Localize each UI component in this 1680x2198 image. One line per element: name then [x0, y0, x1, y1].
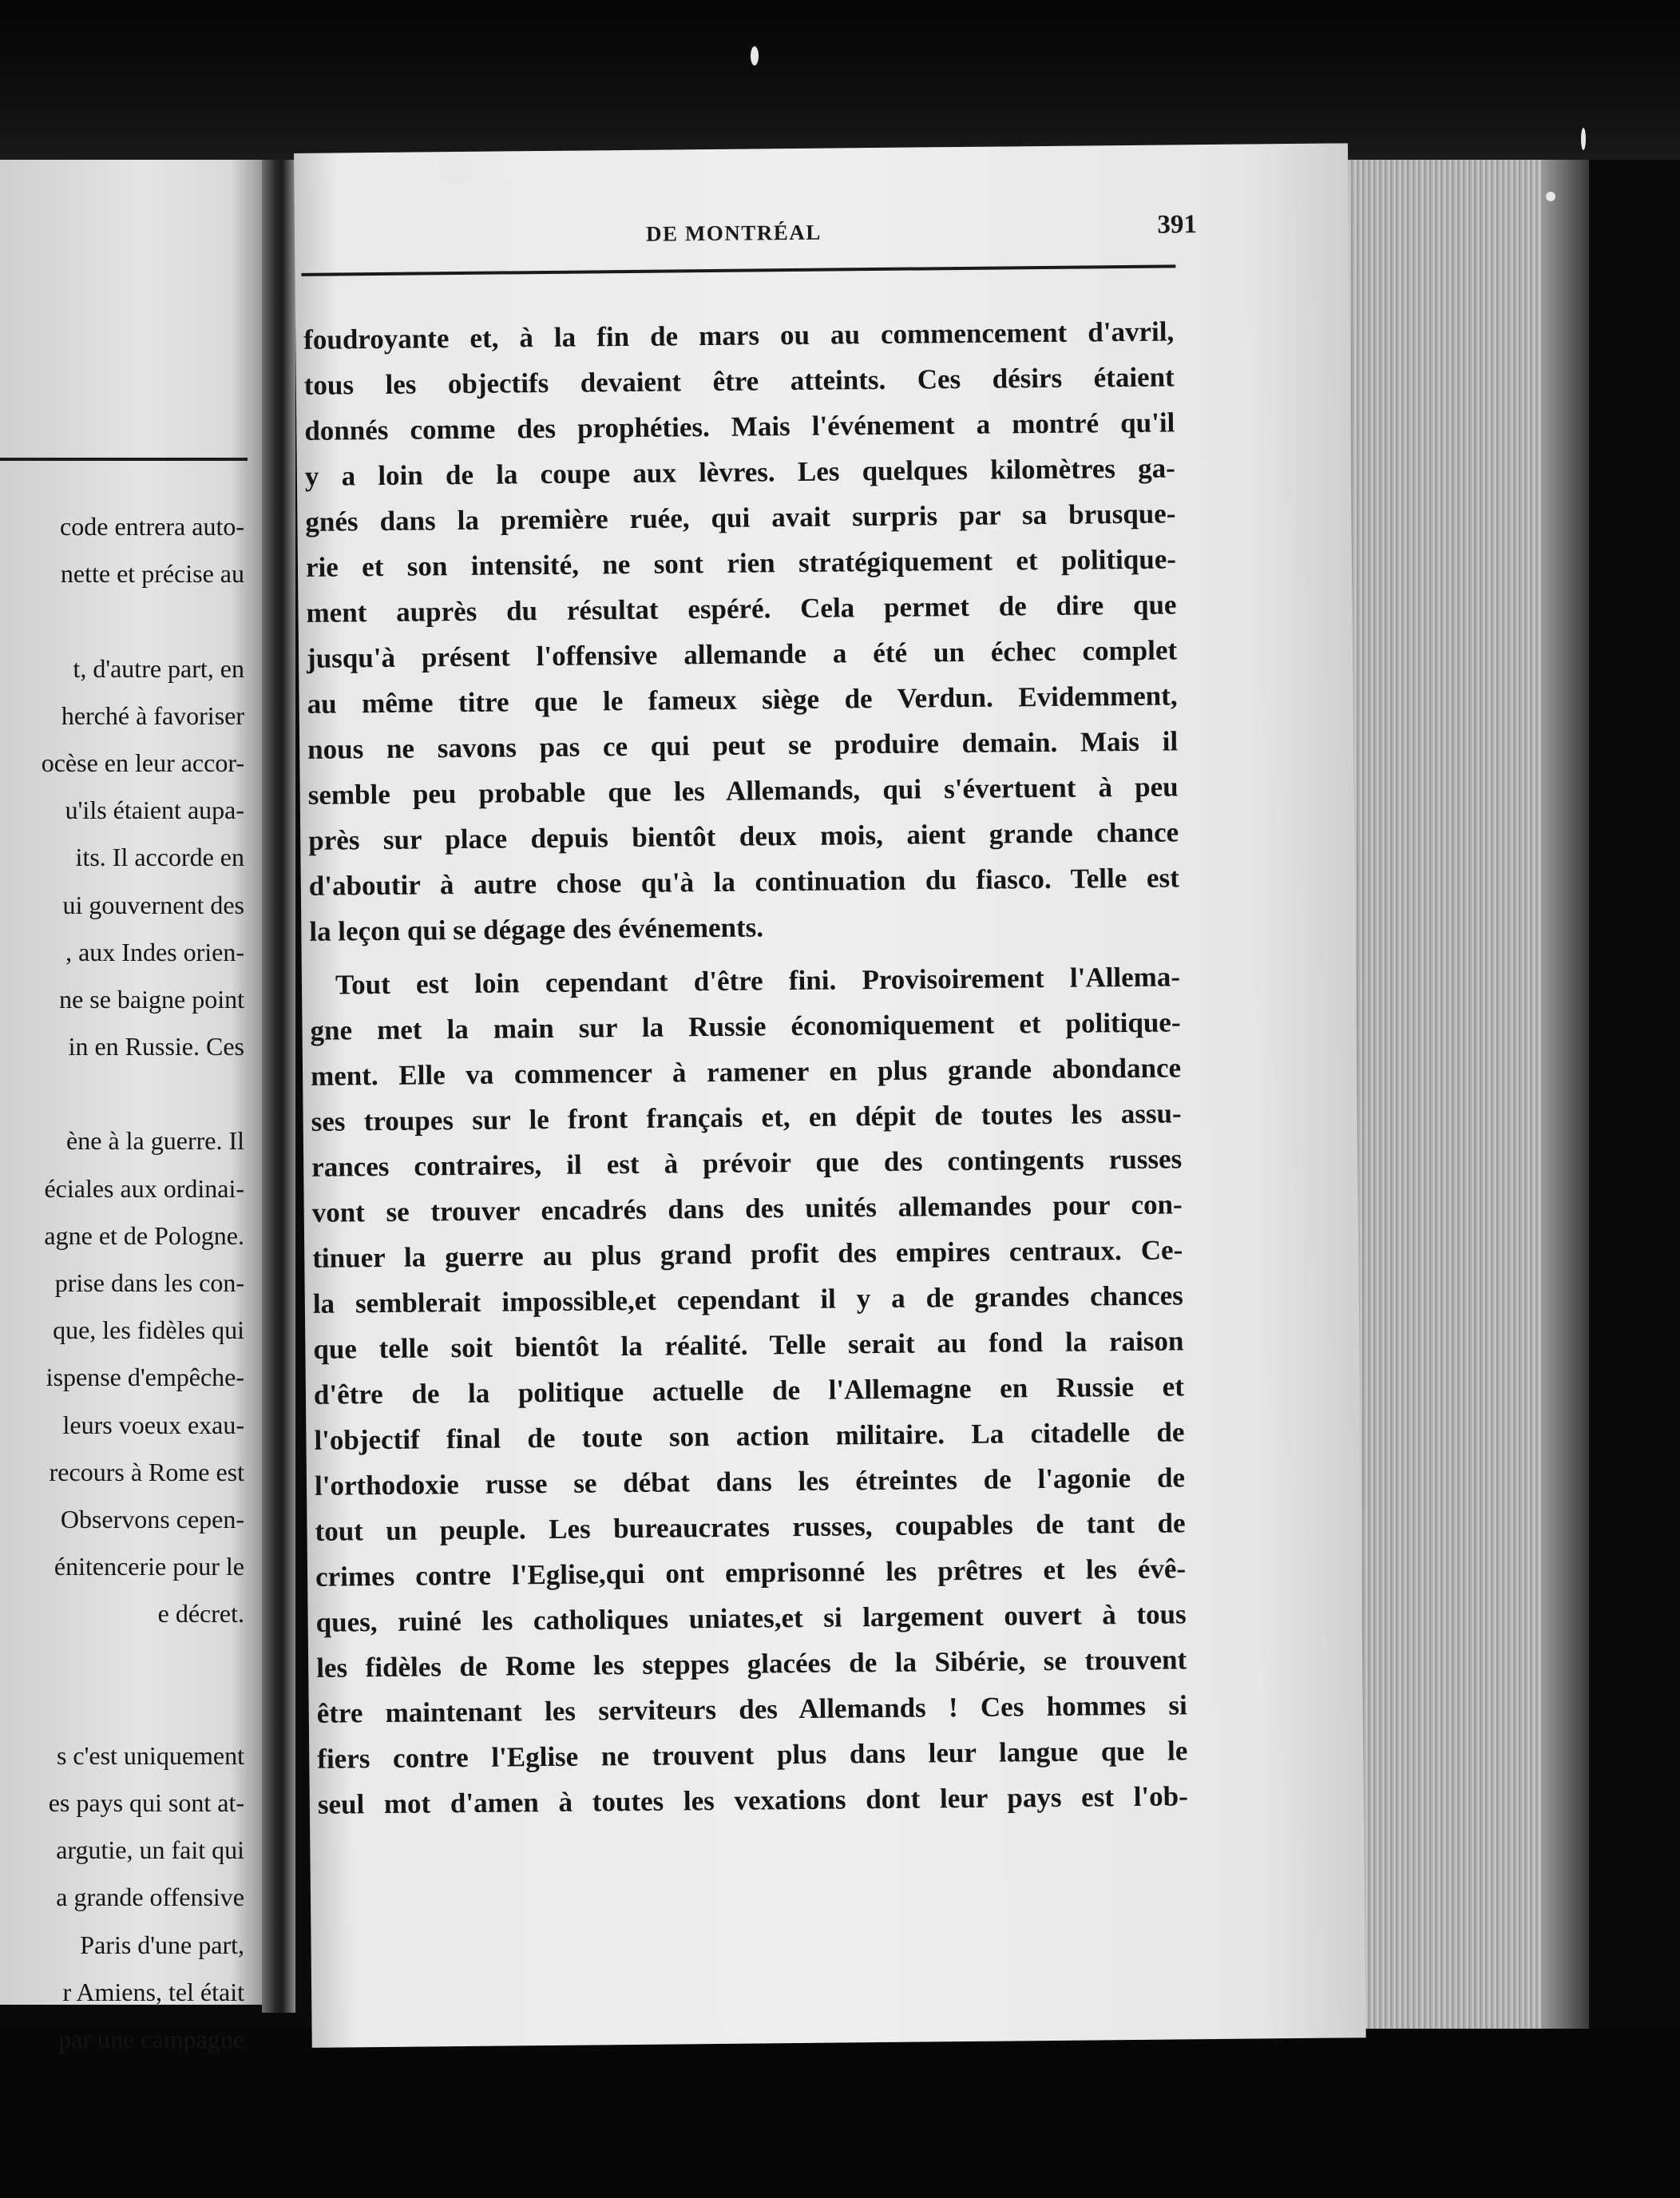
text-line: foudroyante et, à la fin de mars ou au commencement d'avril,	[303, 315, 1175, 355]
text-line: être maintenant les serviteurs des Allemands ! Ces hommes si	[316, 1689, 1187, 1729]
body-text	[303, 308, 1188, 1827]
text-line: les fidèles de Rome les steppes glacées de la Sibérie, se trouvent	[316, 1644, 1187, 1684]
scan-background-bottom	[0, 2029, 1680, 2198]
text-line: d'être de la politique actuelle de l'Allemagne en Russie et	[313, 1371, 1185, 1410]
book-fore-edge-shadow	[1541, 160, 1589, 2029]
text-line: que, les fidèles qui	[53, 1315, 244, 1345]
text-line: a grande offensive	[56, 1883, 244, 1912]
text-line: ène à la guerre. Il	[66, 1126, 244, 1156]
text-line: nette et précise au	[60, 559, 244, 589]
text-line: fiers contre l'Eglise ne trouvent plus dans leur langue que le	[317, 1735, 1188, 1775]
text-line: ispense d'empêche-	[46, 1363, 244, 1392]
text-line: y a loin de la coupe aux lèvres. Les quelques kilomètres ga-	[304, 452, 1176, 492]
text-line	[0, 597, 244, 645]
text-line: l'orthodoxie russe se débat dans les étreintes de l'agonie de	[314, 1462, 1186, 1502]
left-page-rule	[0, 458, 248, 461]
text-line: its. Il accorde en	[75, 843, 244, 872]
text-line: ocèse en leur accor-	[41, 748, 244, 777]
text-line: donnés comme des prophéties. Mais l'événement a montré qu'il	[304, 407, 1175, 446]
book-gutter	[262, 160, 295, 2013]
dust-speck	[438, 152, 474, 184]
text-line: crimes contre l'Eglise,qui ont emprisonné les prêtres et les évê-	[315, 1553, 1187, 1593]
text-line: ques, ruiné les catholiques uniates,et si largement ouvert à tous	[315, 1598, 1187, 1638]
text-line: argutie, un fait qui	[56, 1835, 244, 1865]
dust-speck	[751, 46, 759, 65]
text-line: la leçon qui se dégage des événements.	[309, 911, 764, 947]
dust-speck	[1546, 192, 1555, 201]
text-line: au même titre que le fameux siège de Verdun. Evidemment,	[307, 680, 1178, 720]
text-line: vont se trouver encadrés dans des unités allemandes pour con-	[311, 1188, 1183, 1228]
text-line: code entrera auto-	[60, 512, 244, 541]
text-line: t, d'autre part, en	[73, 653, 244, 683]
text-line: gne met la main sur la Russie économiquement et politique-	[310, 1006, 1181, 1046]
text-line: l'objectif final de toute son action militaire. La citadelle de	[314, 1416, 1185, 1456]
text-line: es pays qui sont at-	[48, 1788, 244, 1818]
left-page	[0, 160, 262, 2053]
text-line: Observons cepen-	[60, 1504, 244, 1533]
text-line: ne se baigne point	[59, 984, 244, 1014]
text-line: in en Russie. Ces	[68, 1032, 244, 1061]
text-line: nous ne savons pas ce qui peut se produire demain. Mais il	[307, 725, 1179, 765]
text-line: gnés dans la première ruée, qui avait surpris par sa brusque-	[305, 498, 1176, 538]
text-line: ui gouvernent des	[62, 890, 244, 919]
text-line: près sur place depuis bientôt deux mois, aient grande chance	[308, 816, 1179, 856]
text-line: que telle soit bientôt la réalité. Telle serait au fond la raison	[313, 1325, 1184, 1365]
text-line: leurs voeux exau-	[62, 1410, 244, 1439]
text-line: rie et son intensité, ne sont rien stratégiquement et politique-	[305, 543, 1177, 583]
scan-background-top	[0, 0, 1680, 160]
text-line: tinuer la guerre au plus grand profit des empires centraux. Ce-	[312, 1234, 1183, 1274]
text-line: ment auprès du résultat espéré. Cela permet de dire que	[306, 589, 1177, 629]
text-line: éciales aux ordinai-	[44, 1173, 244, 1203]
text-line: la semblerait impossible,et cependant il y a de grandes chances	[312, 1280, 1183, 1319]
text-line: agne et de Pologne.	[44, 1220, 244, 1250]
text-line: recours à Rome est	[49, 1457, 244, 1486]
running-head: DE MONTRÉAL	[645, 220, 822, 246]
text-line: semble peu probable que les Allemands, qui s'évertuent à peu	[307, 771, 1179, 811]
text-line: d'aboutir à autre chose qu'à la continuation du fiasco. Telle est	[308, 862, 1179, 902]
dust-speck	[1581, 128, 1586, 150]
text-line: prise dans les con-	[54, 1268, 244, 1297]
text-line: e décret.	[157, 1599, 244, 1629]
text-line: Tout est loin cependant d'être fini. Provisoirement l'Allema-	[335, 961, 1181, 1001]
text-line: ment. Elle va commencer à ramener en plus grande abondance	[310, 1052, 1182, 1092]
text-line: ses troupes sur le front français et, en dépit de toutes les assu-	[311, 1097, 1182, 1137]
text-line: seul mot d'amen à toutes les vexations dont leur pays est l'ob-	[317, 1780, 1188, 1820]
text-line: tout un peuple. Les bureaucrates russes, coupables de tant de	[315, 1507, 1186, 1547]
left-page-text	[0, 503, 244, 2063]
header-rule	[301, 264, 1175, 276]
right-page	[294, 143, 1366, 2048]
text-line: par une campagne	[58, 2025, 244, 2053]
text-line	[0, 1685, 244, 1732]
text-line: jusqu'à présent l'offensive allemande a été un échec complet	[306, 634, 1178, 674]
text-line: , aux Indes orien-	[65, 937, 244, 966]
text-line: s c'est uniquement	[56, 1740, 244, 1770]
text-line: tous les objectifs devaient être atteints. Ces désirs étaient	[303, 361, 1175, 401]
text-line	[0, 1070, 244, 1117]
text-line: u'ils étaient aupa-	[65, 795, 244, 825]
text-line	[0, 1638, 244, 1685]
text-line: Paris d'une part,	[80, 1930, 244, 1959]
text-line: r Amiens, tel était	[62, 1977, 244, 2006]
text-line: herché à favoriser	[61, 700, 244, 730]
text-line: énitencerie pour le	[53, 1552, 244, 1581]
page-number: 391	[1157, 210, 1198, 240]
text-line: rances contraires, il est à prévoir que des contingents russes	[311, 1143, 1183, 1183]
